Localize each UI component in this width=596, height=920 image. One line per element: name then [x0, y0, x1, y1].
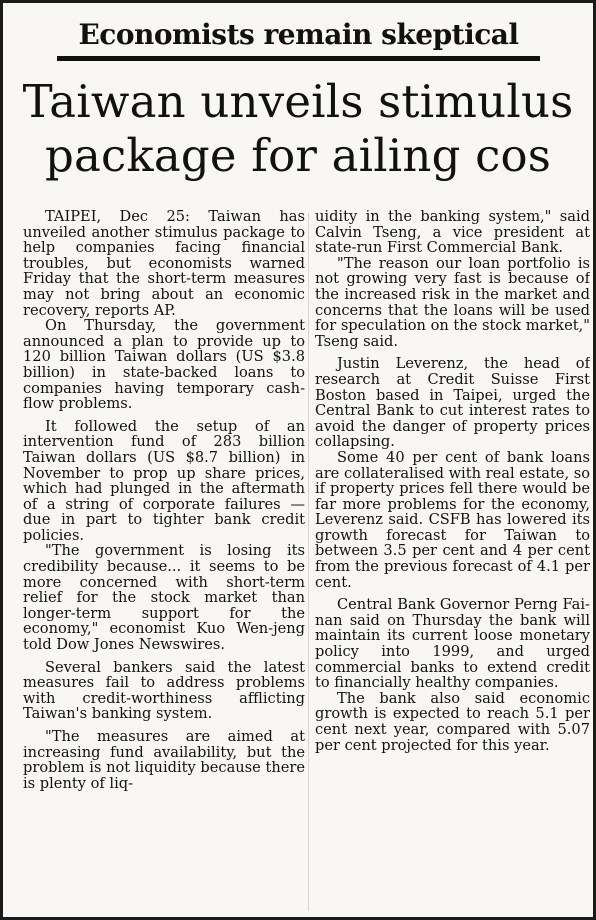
headline-line-2: package for ailing cos [44, 129, 552, 182]
paragraph: "The measures are aimed at increasing fund availability, but the problem is not liquidity because there is plenty of liq- [23, 728, 305, 792]
paragraph: On Thursday, the government announced a plan to provide up to 120 billion Taiwan dollars (US $3.8 billion) in state-backed loans to companies having temporary cash-flow problems. [23, 317, 305, 413]
article-column-left [23, 209, 305, 915]
headline-line-1: Taiwan unveils stimulus [22, 75, 574, 128]
headline [19, 75, 577, 183]
paragraph: TAIPEI, Dec 25: Taiwan has unveiled another stimulus package to help companies facing financial troubles, but economists warned Friday that the short-term measures may not bring about an economic recovery, reports AP. [23, 209, 305, 319]
paragraph: It followed the setup of an intervention fund of 283 billion Taiwan dollars (US $8.7 billion) in November to prop up share prices, which had plunged in the aftermath of a string of corporate failures — due in part to tighter bank credit policies. [23, 417, 305, 544]
paragraph: "The reason our loan portfolio is not growing very fast is because of the increased risk in the market and concerns that the loans will be used for speculation on the stock market," Tseng said. [315, 254, 590, 350]
paragraph: Some 40 per cent of bank loans are collateralised with real estate, so if property prices fell there would be far more problems for the economy, Leverenz said. CSFB has lowered its growth forecast for Taiwan to between 3.5 per cent and 4 per cent from the previous forecast of 4.1 per cent. [315, 448, 590, 591]
paragraph: Central Bank Governor Perng Fai-nan said on Thursday the bank will maintain its current loose monetary policy into 1999, and urged commercial banks to extend credit to financially healthy companies. [315, 596, 590, 692]
paragraph: Several bankers said the latest measures fail to address problems with credit-worthiness afflicting Taiwan's banking system. [23, 658, 305, 723]
kicker-section [3, 15, 593, 67]
paragraph: The bank also said economic growth is expected to reach 5.1 per cent next year, compared with 5.07 per cent projected for this year. [315, 689, 590, 754]
paragraph: Justin Leverenz, the head of research at Credit Suisse First Boston based in Taipei, urged the Central Bank to cut interest rates to avoid the danger of property prices collapsing. [315, 355, 590, 451]
paragraph: "The government is losing its credibility because... it seems to be more concerned with short-term relief for the stock market than longer-term support for the economy," economist Kuo Wen-jeng told Dow Jones Newswires. [23, 542, 305, 654]
kicker: Economists remain skeptical [57, 15, 540, 61]
column-divider [308, 213, 309, 911]
paragraph: uidity in the banking system," said Calvin Tseng, a vice president at state-run First Commercial Bank. [315, 209, 590, 257]
article-column-right [315, 209, 590, 915]
